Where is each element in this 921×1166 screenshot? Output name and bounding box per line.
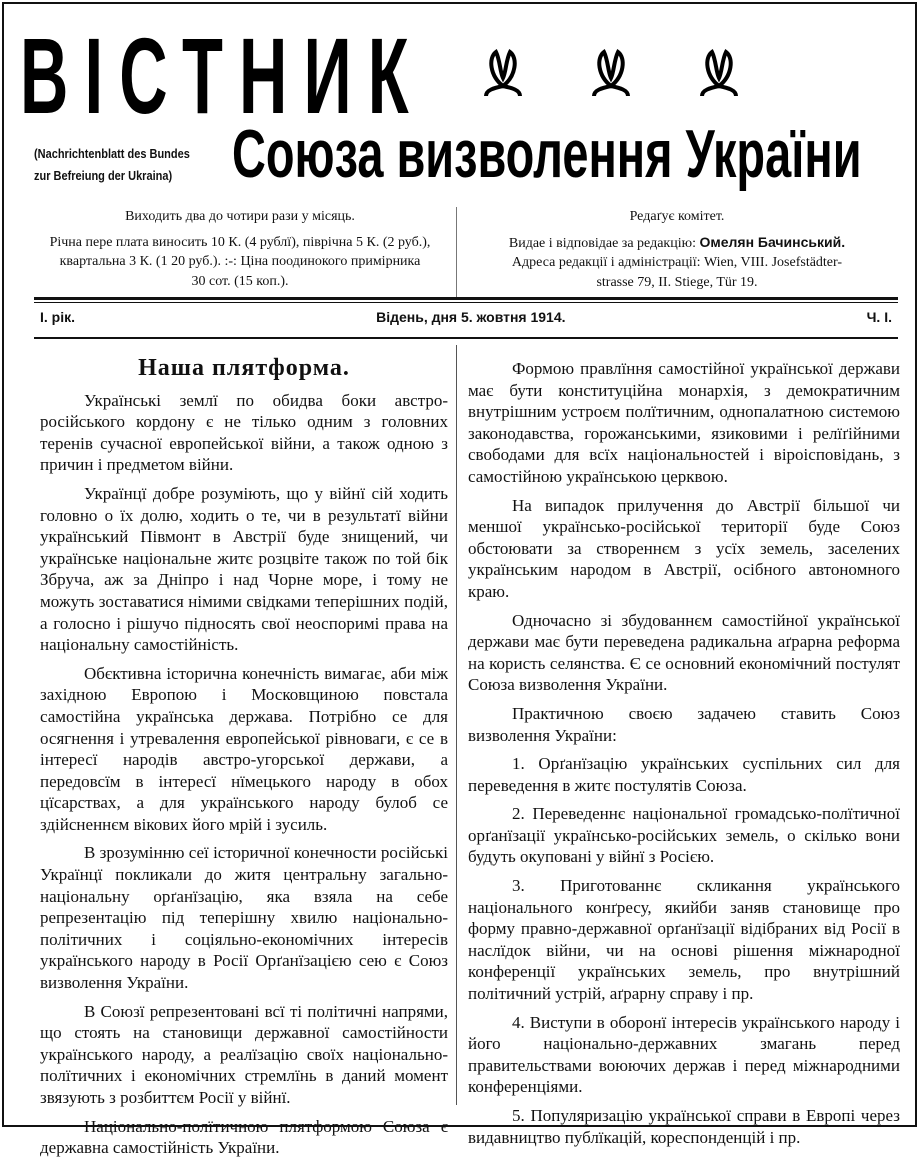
price-line: квартальна 3 К. (1 20 руб.). :-: Ціна поодинокого примірника <box>59 254 421 269</box>
article-heading: Наша плятформа. <box>138 355 350 381</box>
german-line-2: zur Befreiung der Ukraina) <box>34 169 173 183</box>
price-line: 30 сот. (15 коп.). <box>191 273 289 289</box>
lily-ornament-icon <box>480 46 526 98</box>
article-paragraph: Національно-полїтичною плятформою Союза є державна самостійність України. <box>40 1116 448 1158</box>
lily-ornament-icon <box>588 46 634 98</box>
address-line: strasse 79, II. Stiege, Tür 19. <box>596 274 758 290</box>
article-paragraph: 1. Орґанїзацію українських суспільних сил для переведення в житє постулятів Союза. <box>468 754 900 795</box>
editor: Редаґує комітет. <box>629 209 725 224</box>
article-paragraph: 5. Популяризацію української справи в Европі через видавництво публїкацій, кореспонденцій і пр. <box>468 1106 900 1147</box>
article-paragraph: 3. Приготованнє скликання українського національного конґресу, якийби заняв становище про форму правно-державної орґанїзації відібраних від Росії в наслїдок війни, чи на основі рішення міжнародної конференції українських земель, про внутрішний політичний устрій, аґрарну справу і пр. <box>468 876 900 1004</box>
issue-year: І. рік. <box>40 309 76 325</box>
right-paragraphs <box>468 352 900 1148</box>
issue-bar <box>40 309 892 325</box>
article-paragraph: В зрозумінню сеї історичної конечности російські Українцї покликали до житя центральну загально-національну орґанїзацію, яка взяла на себе репрезентацію під теперішну хвилю національно-політичних і соціяльно-економічних інтересів українського народу в Росії Орґанїзацією сею є Союз визволення України. <box>40 843 448 993</box>
article-paragraph: Українцї добре розуміють, що у війнї сій ходить головно о їх долю, ходить о те, чи в результатї війни український Півмонт в Австрії буде знищений, чи українське національне житє розцвіте також по той бік Збруча, аж за Дніпро і над Чорне море, і тому не можуть зоставатися німими свідками теперішних подій, а голосно і рішучо підносять свої неоспоримі права на національну самостійність. <box>40 483 448 655</box>
article-paragraph: Практичною своєю задачею ставить Союз визволення України: <box>468 703 900 745</box>
article-paragraph: 2. Переведеннє національної громадсько-полїтичної орґанїзації українсько-російських земель, о скілько вони будуть окуповані у війнї з Росією. <box>468 804 900 867</box>
lily-ornament-icon <box>696 46 742 98</box>
article-paragraph: В Союзї репрезентовані всї ті політичні напрями, що стоять на становищи державної самостійности українського народу, а реалїзацію своїх національно-полїтичних і економічних стремлїнь в даний момент звязують з розбиттєм Росії у війнї. <box>40 1001 448 1107</box>
issue-number: Ч. І. <box>866 309 892 325</box>
publisher <box>462 233 892 254</box>
article-paragraph: Обєктивна історична конечність вимагає, аби між західною Европою і Московщиною повстала самостійна українська держава. Потрібно се для осягнення і утревалення европейської рівноваги, є се в інтересї народів австро-угорської держави, а передовсїм в інтересї нїмецького народу в обох цїсарствах, а для українського народу булоб се здійсненнєм вікових його мрій і зусиль. <box>40 663 448 834</box>
left-paragraphs <box>40 390 448 1159</box>
bottom-rule <box>34 337 898 339</box>
article-right-column <box>468 352 900 1155</box>
top-rule-thin <box>34 302 898 303</box>
article-paragraph: Українські землї по обидва боки австро-російського кордону є не тілько одним з головних теренів сучасної европейської війни, а також одною з причин і предметом війни. <box>40 390 448 475</box>
address-line: Адреса редакції і адміністрації: Wien, VIII. Josefstädter- <box>511 255 843 270</box>
masthead-title: ВІСТНИК <box>20 15 425 136</box>
price-line: Річна пере плата виносить 10 К. (4 рублї), піврічна 5 К. (2 руб.), <box>49 234 431 250</box>
german-subtitle <box>34 143 190 187</box>
article-paragraph: 4. Виступи в оборонї інтересів українського народу і його національно-державних змагань перед правительствами воюючих держав і перед міжнародними конференціями. <box>468 1012 900 1097</box>
german-line-1: (Nachrichtenblatt des Bundes <box>34 147 190 161</box>
article-paragraph: Формою правлїння самостійної української держави має бути конституційна монархія, з демократичним внутрішним устроєм полїтичним, однопалатною системою законодавства, горожанськими, язиковими і релїґійними свободами для всїх національностей і віроісповідань, з самостійною українською церквою. <box>468 359 900 486</box>
top-rule <box>34 297 898 300</box>
article-paragraph: Одночасно зі збудованнєм самостійної української держави має бути переведена радикальна аґрарна реформа на користь селянства. Є се основний економічний постулят Союза визволення України. <box>468 610 900 695</box>
frequency: Виходить два до чотири рази у місяць. <box>125 209 355 224</box>
editorial-info <box>462 207 892 292</box>
issue-date: Відень, дня 5. жовтня 1914. <box>376 309 566 325</box>
article-paragraph: На випадок прилучення до Австрії більшої чи меншої українсько-російської території буде Союз обстоювати за створеннєм з усїх земель, заселених українським народом в Австрії, осібного автономного краю. <box>468 495 900 601</box>
publisher-label: Видае і відповідае за редакцію: <box>508 235 696 251</box>
subscription-info <box>30 207 450 291</box>
column-divider <box>456 345 457 1105</box>
publisher-name: Омелян Бачинський. <box>699 233 846 250</box>
ornament-row <box>480 46 742 98</box>
article-left-column <box>40 352 448 1166</box>
masthead-subtitle: Союза визволення України <box>232 116 862 192</box>
info-divider <box>456 207 457 297</box>
